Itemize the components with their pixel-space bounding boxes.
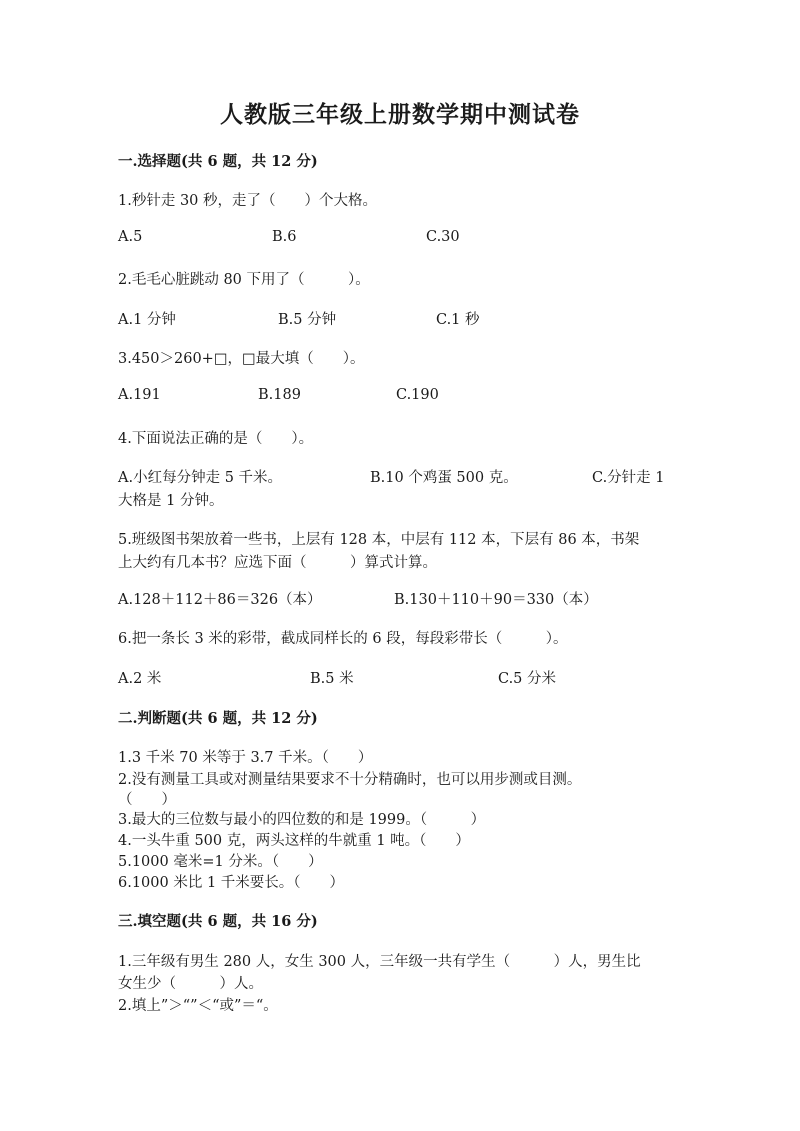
question-1: 1.秒针走 30 秒，走了（ ）个大格。 xyxy=(118,193,378,209)
section-heading-fill-in: 三.填空题(共 6 题，共 16 分) xyxy=(118,913,318,930)
judgment-item-2: 2.没有测量工具或对测量结果要求不十分精确时，也可以用步测或目测。 xyxy=(118,772,582,788)
question-4: 4.下面说法正确的是（ ）。 xyxy=(118,431,314,447)
judgment-item-3: 3.最大的三位数与最小的四位数的和是 1999。（ ） xyxy=(118,812,486,828)
section-heading-judgment: 二.判断题(共 6 题，共 12 分) xyxy=(118,710,318,727)
page-title: 人教版三年级上册数学期中测试卷 xyxy=(220,101,580,128)
option-c: C.5 分米 xyxy=(498,671,557,687)
option-a: A.191 xyxy=(118,387,161,403)
judgment-item-4: 4.一头牛重 500 克，两头这样的牛就重 1 吨。（ ） xyxy=(118,833,470,849)
option-c: C.1 秒 xyxy=(436,312,480,328)
section-heading-choice: 一.选择题(共 6 题，共 12 分) xyxy=(118,153,318,170)
judgment-item-5: 5.1000 毫米=1 分米。（ ） xyxy=(118,854,323,870)
fill-question-1: 1.三年级有男生 280 人，女生 300 人，三年级一共有学生（ ）人，男生比 xyxy=(118,954,641,970)
judgment-item-1: 1.3 千米 70 米等于 3.7 千米。（ ） xyxy=(118,750,373,766)
option-b: B.6 xyxy=(272,229,297,245)
option-a: A.5 xyxy=(118,229,143,245)
option-b: B.189 xyxy=(258,387,301,403)
option-c-continued: 大格是 1 分钟。 xyxy=(118,493,224,509)
question-3: 3.450＞260+□，□最大填（ ）。 xyxy=(118,351,365,367)
option-a: A.2 米 xyxy=(118,671,162,687)
option-c: C.190 xyxy=(396,387,439,403)
question-2: 2.毛毛心脏跳动 80 下用了（ ）。 xyxy=(118,272,370,288)
question-5: 5.班级图书架放着一些书，上层有 128 本，中层有 112 本，下层有 86 本，书架 xyxy=(118,532,640,548)
option-c: C.分针走 1 xyxy=(592,470,665,486)
question-5-continued: 上大约有几本书？应选下面（ ）算式计算。 xyxy=(118,555,437,571)
option-b: B.5 分钟 xyxy=(278,312,337,328)
fill-question-1-continued: 女生少（ ）人。 xyxy=(118,976,263,992)
option-a: A.1 分钟 xyxy=(118,312,176,328)
option-b: B.5 米 xyxy=(310,671,354,687)
fill-question-2: 2.填上”＞“”＜“或”＝“。 xyxy=(118,998,278,1014)
option-b: B.130＋110＋90＝330（本） xyxy=(394,592,598,608)
option-b: B.10 个鸡蛋 500 克。 xyxy=(370,470,518,486)
option-a: A.128＋112＋86＝326（本） xyxy=(118,592,322,608)
judgment-item-6: 6.1000 米比 1 千米要长。（ ） xyxy=(118,875,345,891)
question-6: 6.把一条长 3 米的彩带，截成同样长的 6 段，每段彩带长（ ）。 xyxy=(118,631,568,647)
option-a: A.小红每分钟走 5 千米。 xyxy=(118,470,283,486)
judgment-item-2-continued: （ ） xyxy=(118,792,176,808)
option-c: C.30 xyxy=(426,229,460,245)
